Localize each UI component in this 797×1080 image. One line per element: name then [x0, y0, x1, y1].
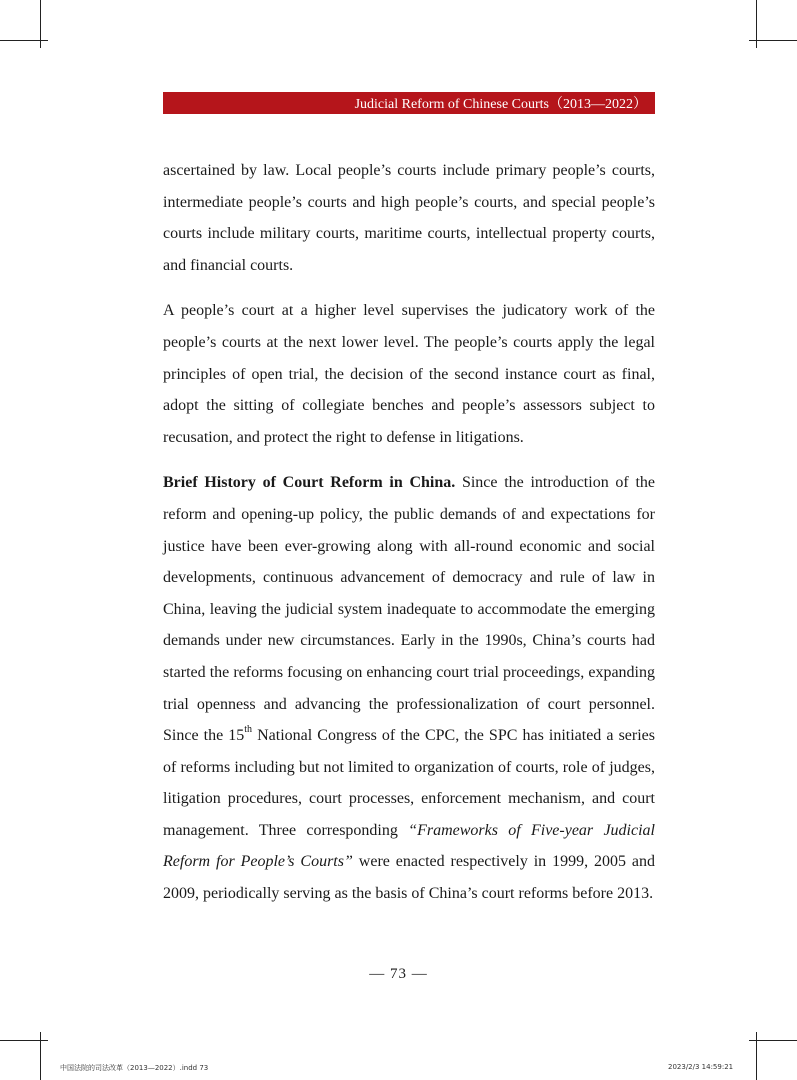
- section-heading: Brief History of Court Reform in China.: [163, 474, 456, 492]
- crop-mark-top-right-h: [749, 40, 797, 41]
- paragraph-2: A people’s court at a higher level supervises the judicatory work of the people’s courts at the next lower level. The people’s courts apply the legal principles of open trial, the decision of the second instance court as final, adopt the sitting of collegiate benches and people’s assessors subject to recusation, and protect the right to defense in litigations.: [163, 302, 655, 446]
- page-number: — 73 —: [369, 966, 428, 982]
- crop-mark-bottom-left-h: [0, 1040, 48, 1041]
- print-timestamp: 2023/2/3 14:59:21: [668, 1063, 734, 1071]
- paragraph-3: [163, 467, 655, 909]
- ordinal-superscript: th: [244, 724, 253, 736]
- paragraph-3-text-a: Since the introduction of the reform and opening-up policy, the public demands of and expectations for justice have been ever-growing along with all-round economic and social developments, continuous advancement of democracy and rule of law in China, leaving the judicial system inadequate to accommodate the emerging demands under new circumstances. Early in the 1990s, China’s courts had started the reforms focusing on enhancing court trial proceedings, expanding trial openness and advancing the professionalization of court personnel. Since the 15: [163, 474, 655, 745]
- running-header: [163, 92, 655, 114]
- frameworks-title: “Frameworks of Five-year Judicial Reform for People’s Courts”: [163, 821, 655, 871]
- body-text: [163, 155, 655, 924]
- crop-mark-bottom-right-h: [749, 1040, 797, 1041]
- crop-mark-top-left-h: [0, 40, 48, 41]
- running-header-title: Judicial Reform of Chinese Courts（2013—2022）: [354, 97, 647, 112]
- paragraph-3-text-b: National Congress of the CPC, the SPC has initiated a series of reforms including but not limited to organization of courts, role of judges, litigation procedures, court processes, enforcement mechanism, and court management. Three corresponding: [163, 727, 656, 839]
- paragraph-3-text-c: were enacted respectively in 1999, 2005 and 2009, periodically serving as the basis of China’s court reforms before 2013.: [163, 853, 655, 903]
- file-slug: 中国法院的司法改革（2013—2022）.indd 73: [60, 1064, 209, 1072]
- paragraph-1: ascertained by law. Local people’s courts include primary people’s courts, intermediate people’s courts and high people’s courts, and special people’s courts include military courts, maritime courts, intellectual property courts, and financial courts.: [163, 162, 655, 274]
